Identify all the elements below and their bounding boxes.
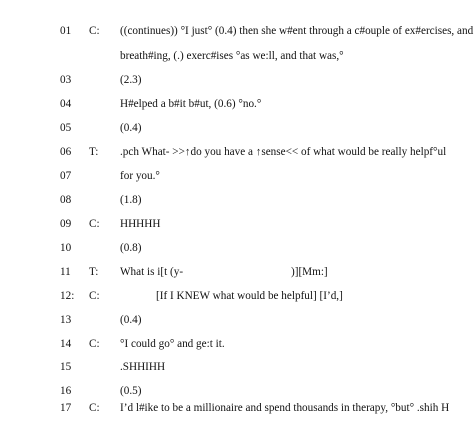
transcript-line <box>0 191 474 209</box>
speaker-label: C: <box>89 338 100 350</box>
line-number: 09 <box>60 218 72 230</box>
line-number: 01 <box>60 25 72 37</box>
transcript-line <box>0 119 474 137</box>
line-number: 05 <box>60 122 72 134</box>
utterance-text: .SHHIHH <box>120 361 166 373</box>
line-number: 13 <box>60 314 72 326</box>
transcript-line <box>0 335 474 353</box>
line-number: 06 <box>60 146 72 158</box>
transcript-line <box>0 143 474 161</box>
line-number: 04 <box>60 98 72 110</box>
pause-timing: (0.5) <box>120 385 142 397</box>
transcript-line <box>0 287 474 305</box>
line-number: 17 <box>60 402 72 414</box>
speaker-label: C: <box>89 402 100 414</box>
line-number: 08 <box>60 194 72 206</box>
line-number: 11 <box>60 266 71 278</box>
line-number: 10 <box>60 242 72 254</box>
line-number: 12: <box>60 290 75 302</box>
transcript-line <box>0 167 474 185</box>
transcript-line <box>0 263 474 281</box>
pause-timing: (0.4) <box>120 314 142 326</box>
transcript-line <box>0 382 474 400</box>
pause-timing: (0.4) <box>120 122 142 134</box>
utterance-text: .pch What- >>↑do you have a ↑sense<< of what would be really helpf°ul <box>120 146 447 158</box>
transcript-line <box>0 311 474 329</box>
transcript-line <box>0 358 474 376</box>
utterance-text: ((continues)) °I just° (0.4) then she w#ent through a c#ouple of ex#ercises, and <box>120 25 474 37</box>
line-number: 07 <box>60 170 72 182</box>
line-number: 14 <box>60 338 72 350</box>
line-number: 03 <box>60 74 72 86</box>
speaker-label: C: <box>89 218 100 230</box>
speaker-label: T: <box>89 266 99 278</box>
transcript-line <box>0 22 474 40</box>
transcript-line <box>0 399 474 417</box>
speaker-label: T: <box>89 146 99 158</box>
pause-timing: (2.3) <box>120 74 142 86</box>
transcript-line <box>0 95 474 113</box>
overlap-text: )][Mm:] <box>291 266 328 278</box>
utterance-text: H#elped a b#it b#ut, (0.6) °no.° <box>120 98 262 110</box>
transcript-line <box>0 47 474 65</box>
transcript-line <box>0 71 474 89</box>
transcript-line <box>0 215 474 233</box>
pause-timing: (0.8) <box>120 242 142 254</box>
utterance-text: °I could go° and ge:t it. <box>120 338 225 350</box>
overlap-text: [If I KNEW what would be helpful] [I’d,] <box>156 290 343 302</box>
line-number: 16 <box>60 385 72 397</box>
pause-timing: (1.8) <box>120 194 142 206</box>
transcript-line <box>0 239 474 257</box>
utterance-text: breath#ing, (.) exerc#ises °as we:ll, and that was,° <box>120 50 344 62</box>
speaker-label: C: <box>89 25 100 37</box>
line-number: 15 <box>60 361 72 373</box>
speaker-label: C: <box>89 290 100 302</box>
utterance-text: HHHHH <box>120 218 161 230</box>
utterance-text: What is i[t (y- <box>120 266 184 278</box>
utterance-text: I’d l#ike to be a millionaire and spend thousands in therapy, °but° .shih H <box>120 402 450 414</box>
utterance-text: for you.° <box>120 170 160 182</box>
